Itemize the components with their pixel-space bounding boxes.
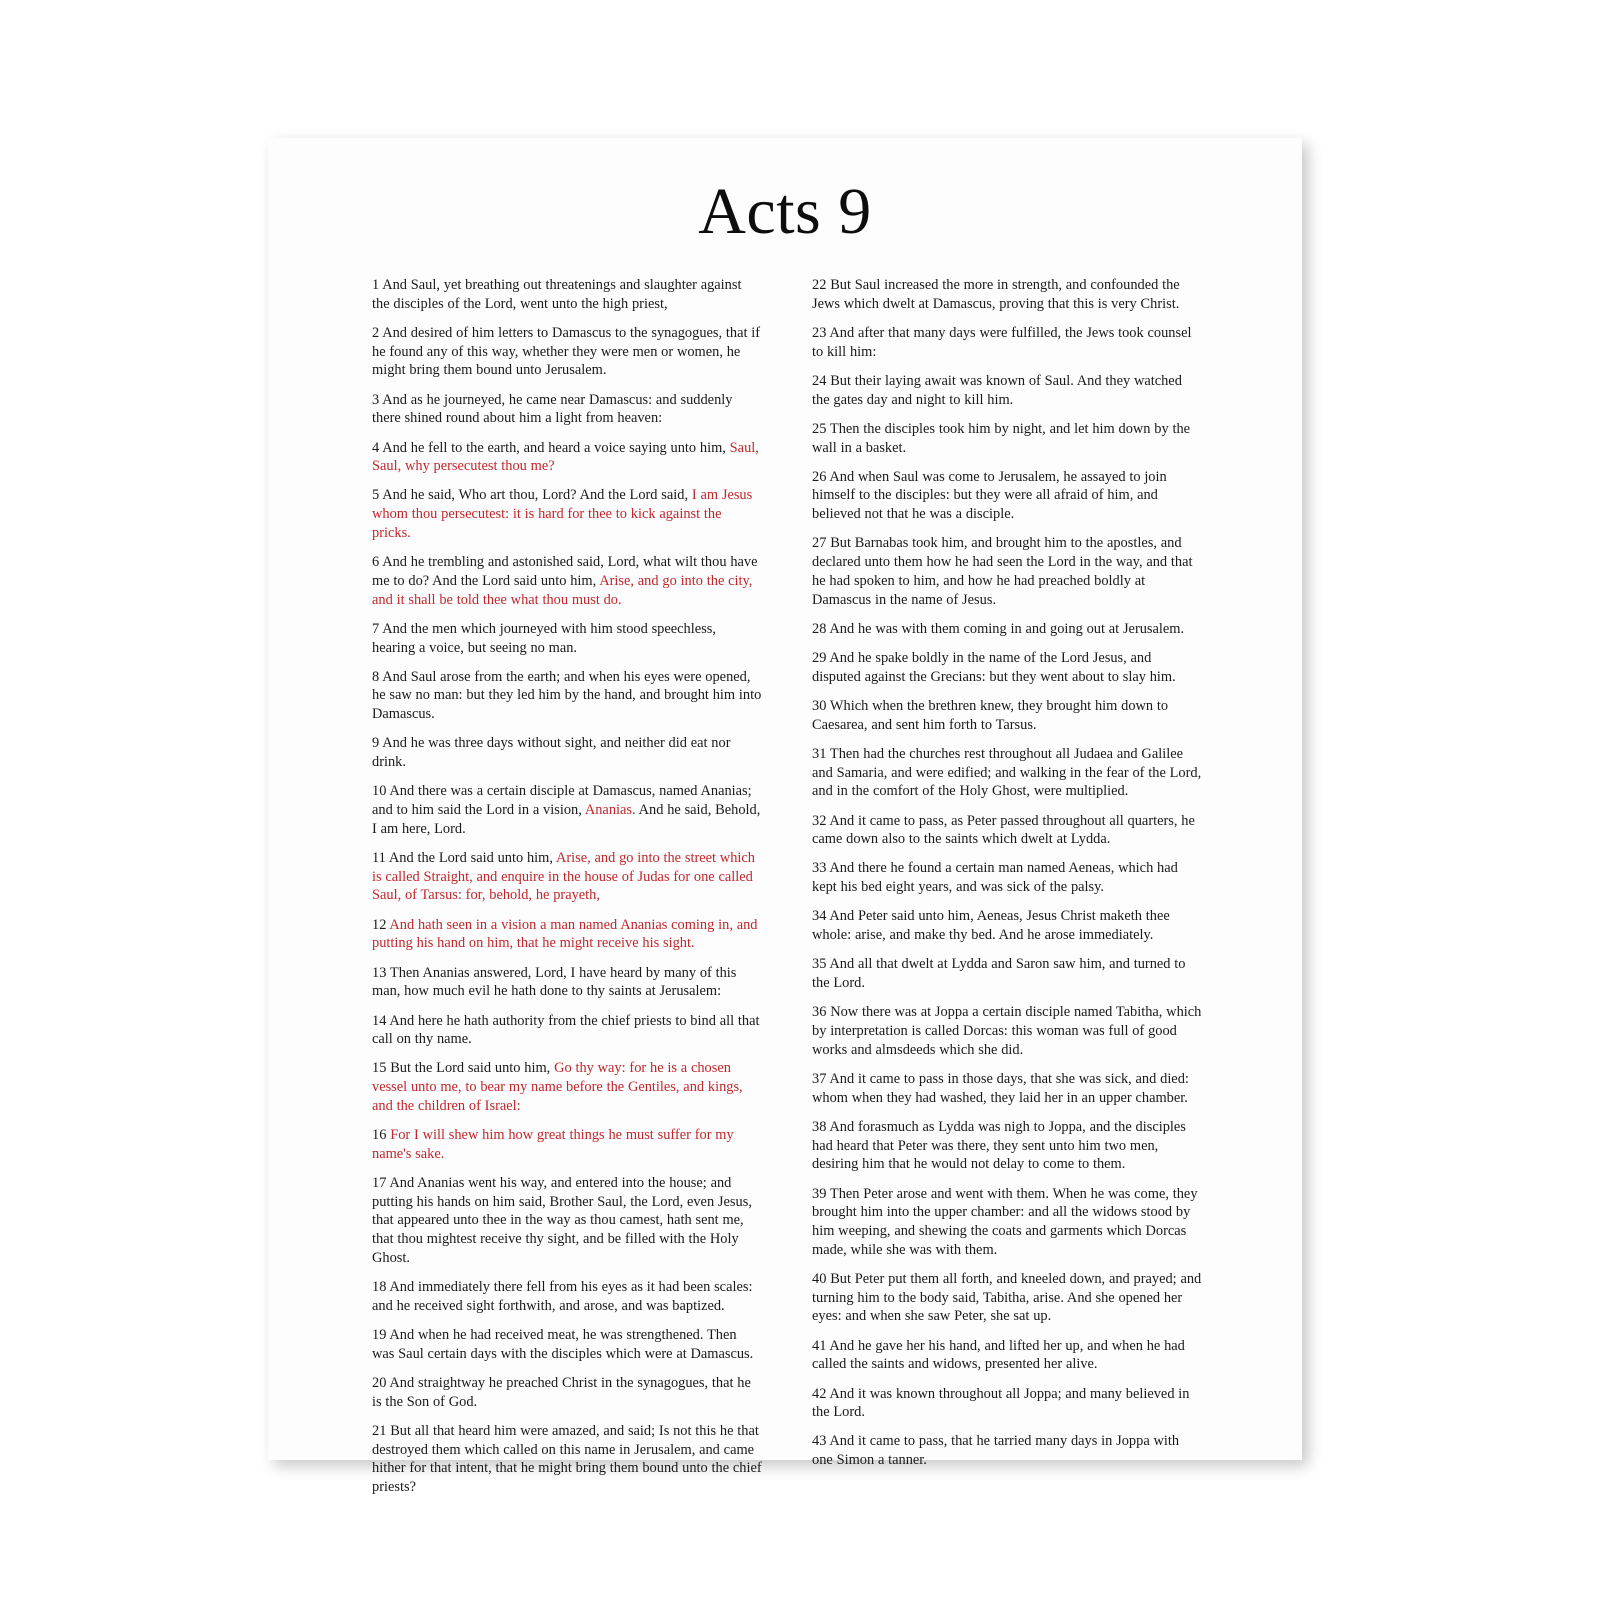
verse-text: 13 Then Ananias answered, Lord, I have heard by many of this man, how much evil he hath done to thy saints at Jerusalem: [372,964,737,1000]
verse-5 [372,486,762,542]
verse-9 [372,734,762,771]
verse-text-red: For I will shew him how great things he must suffer for my name's sake. [372,1127,734,1162]
verse-39 [812,1185,1202,1260]
verse-text: And he said, Behold, I am here, Lord. [372,802,761,837]
verse-17 [372,1174,762,1268]
verse-text: 10 And there was a certain disciple at Damascus, named Ananias; and to him said the Lord in a vision, [372,783,752,819]
verse-text: 24 But their laying await was known of Saul. And they watched the gates day and night to kill him. [812,372,1182,408]
verse-text: 14 And here he hath authority from the chief priests to bind all that call on thy name. [372,1012,760,1048]
verse-text: 2 And desired of him letters to Damascus to the synagogues, that if he found any of this way, whether they were men or women, he might bring them bound unto Jerusalem. [372,324,761,379]
verse-text: 25 Then the disciples took him by night, and let him down by the wall in a basket. [812,420,1191,456]
verse-28 [812,620,1202,639]
scripture-canvas [268,138,1302,1496]
verse-37 [812,1070,1202,1107]
verse-26 [812,468,1202,524]
verse-text: 31 Then had the churches rest throughout all Judaea and Galilee and Samaria, and were edified; and walking in the fear of the Lord, and in the comfort of the Holy Ghost, were multiplied. [812,745,1202,800]
verse-text: 21 But all that heard him were amazed, and said; Is not this he that destroyed them which called on this name in Jerusalem, and came hither for that intent, that he might bring them bound unto the chief priests? [372,1422,762,1496]
page-title: Acts 9 [698,175,872,248]
verse-text: 15 But the Lord said unto him, [372,1060,555,1077]
verse-text: 34 And Peter said unto him, Aeneas, Jesus Christ maketh thee whole: arise, and make thy bed. And he arose immediately. [812,908,1170,944]
verse-21 [372,1422,762,1497]
verse-22 [812,276,1202,313]
verse-31 [812,745,1202,801]
verse-text: 27 But Barnabas took him, and brought him to the apostles, and declared unto them how he had seen the Lord in the way, and that he had spoken to him, and how he had preached boldly at Damascus in the name of Jesus. [812,535,1193,608]
verse-23 [812,324,1202,361]
verse-32 [812,812,1202,849]
verse-25 [812,420,1202,457]
verse-text: 16 [372,1127,391,1144]
verse-text-red: Ananias. [584,802,636,819]
verse-text: 36 Now there was at Joppa a certain disciple named Tabitha, which by interpretation is called Dorcas: this woman was full of good works and almsdeeds which she did. [812,1004,1202,1058]
verse-text: 42 And it was known throughout all Joppa; and many believed in the Lord. [812,1385,1190,1421]
verse-text: 30 Which when the brethren knew, they brought him down to Caesarea, and sent him forth to Tarsus. [812,697,1169,733]
verse-13 [372,964,762,1001]
verse-41 [812,1337,1202,1374]
verse-text: 29 And he spake boldly in the name of the Lord Jesus, and disputed against the Grecians: but they went about to slay him. [812,650,1176,685]
verse-10 [372,782,762,838]
verse-33 [812,859,1202,896]
verse-text: 33 And there he found a certain man named Aeneas, which had kept his bed eight years, and was sick of the palsy. [812,860,1178,896]
verse-text: 18 And immediately there fell from his eyes as it had been scales: and he received sight forthwith, and arose, and was baptized. [372,1279,753,1314]
verse-42 [812,1385,1202,1422]
verse-text: 38 And forasmuch as Lydda was nigh to Joppa, and the disciples had heard that Peter was there, they sent unto him two men, desiring him that he would not delay to come to them. [812,1118,1186,1173]
verse-text: 20 And straightway he preached Christ in the synagogues, that he is the Son of God. [372,1375,751,1410]
verse-34 [812,907,1202,944]
verse-text: 12 [372,916,390,933]
verse-text: 1 And Saul, yet breathing out threatenings and slaughter against the disciples of the Lord, went unto the high priest, [372,277,742,312]
verse-text: 8 And Saul arose from the earth; and when his eyes were opened, he saw no man: but they led him by the hand, and brought him into Damascus. [372,668,762,723]
verse-1 [372,276,762,313]
verse-text: 43 And it came to pass, that he tarried many days in Joppa with one Simon a tanner. [812,1433,1180,1469]
verse-text: 7 And the men which journeyed with him stood speechless, hearing a voice, but seeing no man. [372,620,716,656]
verse-text: 40 But Peter put them all forth, and kneeled down, and prayed; and turning him to the body said, Tabitha, arise. And she opened her eyes: and when she saw Peter, she sat up. [812,1270,1202,1325]
verse-29 [812,649,1202,686]
verse-text: 11 And the Lord said unto him, [372,849,556,866]
verse-7 [372,620,762,657]
verse-43 [812,1432,1202,1469]
verse-text: 17 And Ananias went his way, and entered into the house; and putting his hands on him said, Brother Saul, the Lord, even Jesus, that appeared unto thee in the way as thou camest, hath sent me, that thou mightest receive thy sight, and be filled with the Holy Ghost. [372,1175,752,1266]
verse-text: 41 And he gave her his hand, and lifted her up, and when he had called the saints and widows, presented her alive. [812,1337,1185,1373]
verse-text: 37 And it came to pass in those days, that she was sick, and died: whom when they had washed, they laid her in an upper chamber. [812,1070,1189,1106]
verse-text: 4 And he fell to the earth, and heard a voice saying unto him, [372,439,730,456]
verse-19 [372,1326,762,1363]
verse-column-left [372,276,762,1496]
verse-38 [812,1118,1202,1174]
verse-35 [812,955,1202,992]
verse-text-red: Saul, Saul, why persecutest thou me? [372,439,759,475]
verse-40 [812,1270,1202,1326]
verse-text: 3 And as he journeyed, he came near Damascus: and suddenly there shined round about him a light from heaven: [372,391,733,427]
verse-text: 28 And he was with them coming in and going out at Jerusalem. [812,620,1185,637]
verse-24 [812,372,1202,409]
verse-12 [372,916,762,953]
verse-6 [372,553,762,609]
verse-4 [372,439,762,476]
verse-36 [812,1003,1202,1059]
verse-8 [372,668,762,724]
verse-16 [372,1126,762,1163]
canvas-inner [268,138,1302,1496]
verse-text-red: Arise, and go into the city, and it shall be told thee what thou must do. [372,572,753,608]
verse-text-red: Go thy way: for he is a chosen vessel unto me, to bear my name before the Gentiles, and kings, and the children of Israel: [372,1060,743,1114]
verse-text: 6 And he trembling and astonished said, Lord, what wilt thou have me to do? And the Lord said unto him, [372,554,758,589]
verse-text: 32 And it came to pass, as Peter passed throughout all quarters, he came down also to the saints which dwelt at Lydda. [812,812,1195,848]
verse-18 [372,1278,762,1315]
verse-text: 9 And he was three days without sight, and neither did eat nor drink. [372,735,731,771]
verse-14 [372,1012,762,1049]
verse-text-red: And hath seen in a vision a man named Ananias coming in, and putting his hand on him, that he might receive his sight. [372,916,758,952]
verse-columns [268,276,1302,1496]
verse-column-right [812,276,1202,1469]
verse-11 [372,849,762,905]
verse-15 [372,1059,762,1115]
verse-27 [812,534,1202,609]
verse-20 [372,1374,762,1411]
verse-30 [812,697,1202,734]
verse-text: 5 And he said, Who art thou, Lord? And the Lord said, [372,487,692,504]
verse-2 [372,324,762,380]
verse-text: 23 And after that many days were fulfilled, the Jews took counsel to kill him: [812,324,1192,360]
verse-text-red: Arise, and go into the street which is called Straight, and enquire in the house of Judas for one called Saul, of Tarsus: for, behold, he prayeth, [372,849,755,904]
verse-text: 39 Then Peter arose and went with them. When he was come, they brought him into the upper chamber: and all the widows stood by him weeping, and shewing the coats and garments which Dorcas made, while she was with them. [812,1185,1198,1258]
verse-text: 26 And when Saul was come to Jerusalem, he assayed to join himself to the disciples: but they were all afraid of him, and believed not that he was a disciple. [812,468,1167,523]
verse-3 [372,391,762,428]
verse-text: 19 And when he had received meat, he was strengthened. Then was Saul certain days with the disciples which were at Damascus. [372,1327,754,1362]
verse-text: 35 And all that dwelt at Lydda and Saron saw him, and turned to the Lord. [812,956,1186,992]
verse-text: 22 But Saul increased the more in strength, and confounded the Jews which dwelt at Damascus, proving that this is very Christ. [812,277,1180,312]
verse-text-red: I am Jesus whom thou persecutest: it is hard for thee to kick against the pricks. [372,487,753,541]
